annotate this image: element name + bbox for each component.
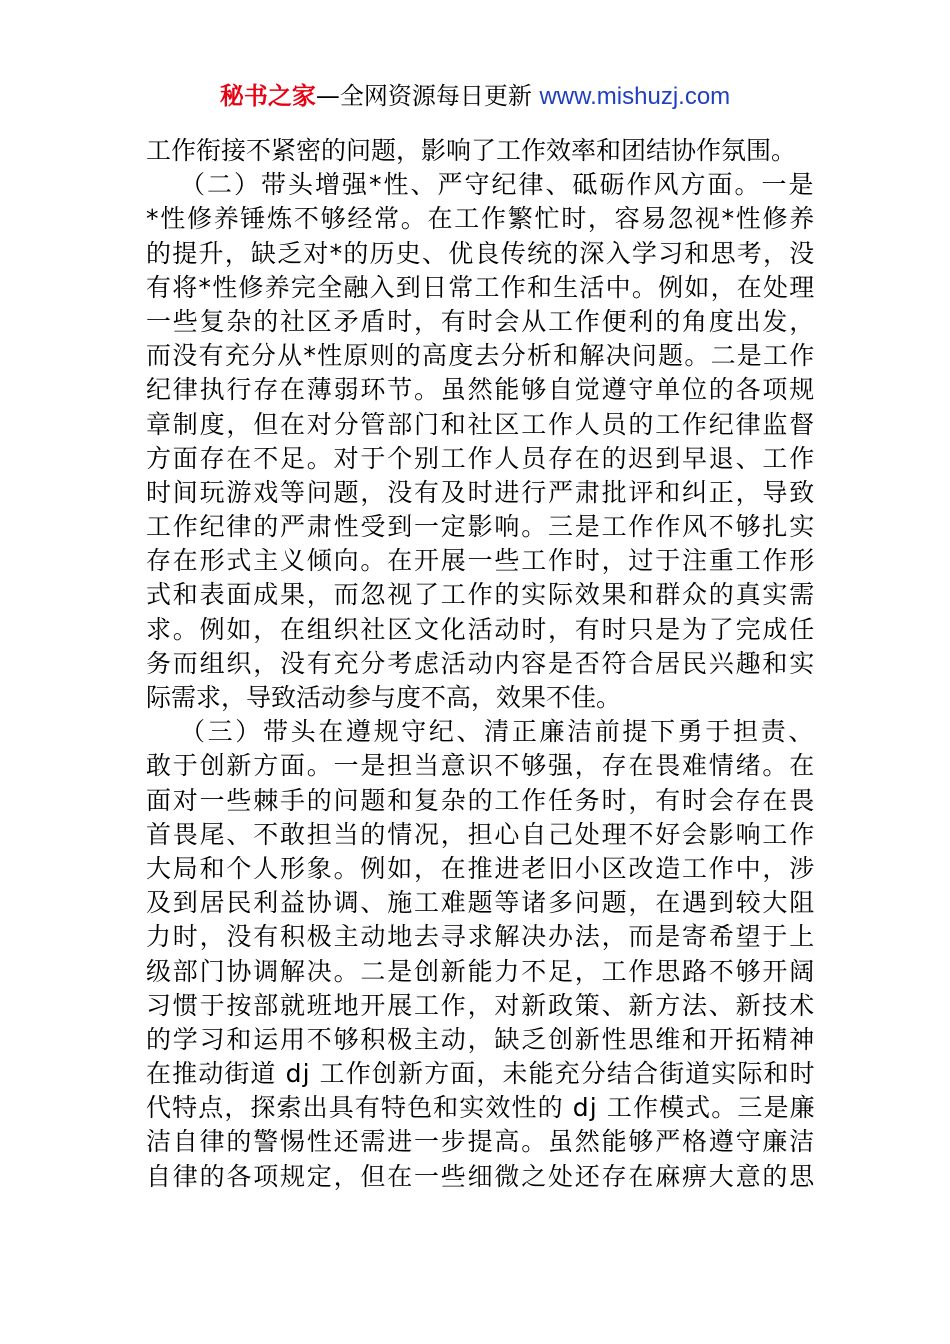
- text-line: 务而组织，没有充分考虑活动内容是否符合居民兴趣和实: [146, 648, 817, 678]
- text-line: 存在形式主义倾向。在开展一些工作时，过于注重工作形: [146, 546, 817, 576]
- text-line: 时间玩游戏等问题，没有及时进行严肃批评和纠正，导致: [146, 477, 817, 507]
- text-line: 纪律执行存在薄弱环节。虽然能够自觉遵守单位的各项规: [146, 375, 817, 405]
- text-line: 习惯于按部就班地开展工作，对新政策、新方法、新技术: [146, 990, 817, 1020]
- text-line: 际需求，导致活动参与度不高，效果不佳。: [146, 683, 622, 712]
- text-line: 洁自律的警惕性还需进一步提高。虽然能够严格遵守廉洁: [146, 1127, 817, 1157]
- text-line: *性修养锤炼不够经常。在工作繁忙时，容易忽视*性修养: [146, 204, 817, 234]
- text-line: 工作衔接不紧密的问题，影响了工作效率和团结协作氛围。: [146, 136, 797, 165]
- text-line: 大局和个人形象。例如，在推进老旧小区改造工作中，涉: [146, 853, 817, 883]
- page-header: [0, 80, 950, 113]
- text-line: 首畏尾、不敢担当的情况，担心自己处理不好会影响工作: [146, 819, 817, 849]
- text-line: 敢于创新方面。一是担当意识不够强，存在畏难情绪。在: [146, 751, 817, 781]
- text-line: 的学习和运用不够积极主动，缺乏创新性思维和开拓精神: [146, 1024, 817, 1054]
- document-body: [146, 134, 816, 1194]
- text-line: 在推动街道 dj 工作创新方面，未能充分结合街道实际和时: [146, 1059, 816, 1089]
- text-line: 级部门协调解决。二是创新能力不足，工作思路不够开阔: [146, 956, 817, 986]
- text-line: 有将*性修养完全融入到日常工作和生活中。例如，在处理: [146, 272, 816, 302]
- text-line: 章制度，但在对分管部门和社区工作人员的工作纪律监督: [146, 409, 817, 439]
- section-heading-line: （二）带头增强*性、严守纪律、砥砺作风方面。一是: [180, 170, 816, 200]
- text-line: 一些复杂的社区矛盾时，有时会从工作便利的角度出发，: [146, 306, 817, 336]
- text-line: 式和表面成果，而忽视了工作的实际效果和群众的真实需: [146, 580, 817, 610]
- header-slogan: —全网资源每日更新: [315, 82, 540, 110]
- text-line: 代特点，探索出具有特色和实效性的 dj 工作模式。三是廉: [146, 1093, 816, 1123]
- section-heading-line: （三）带头在遵规守纪、清正廉洁前提下勇于担责、: [180, 717, 817, 747]
- text-line: 方面存在不足。对于个别工作人员存在的迟到早退、工作: [146, 443, 817, 473]
- text-line: 自律的各项规定，但在一些细微之处还存在麻痹大意的思: [146, 1161, 817, 1191]
- text-line: 求。例如，在组织社区文化活动时，有时只是为了完成任: [146, 614, 817, 644]
- brand-name: 秘书之家: [219, 82, 316, 110]
- text-line: 工作纪律的严肃性受到一定影响。三是工作作风不够扎实: [146, 512, 817, 542]
- text-line: 力时，没有积极主动地去寻求解决办法，而是寄希望于上: [146, 922, 817, 952]
- text-line: 而没有充分从*性原则的高度去分析和解决问题。二是工作: [146, 341, 816, 371]
- text-line: 面对一些棘手的问题和复杂的工作任务时，有时会存在畏: [146, 785, 817, 815]
- text-line: 及到居民利益协调、施工难题等诸多问题，在遇到较大阻: [146, 888, 817, 918]
- text-line: 的提升，缺乏对*的历史、优良传统的深入学习和思考，没: [146, 238, 816, 268]
- site-url-link[interactable]: www.mishuzj.com: [539, 83, 731, 110]
